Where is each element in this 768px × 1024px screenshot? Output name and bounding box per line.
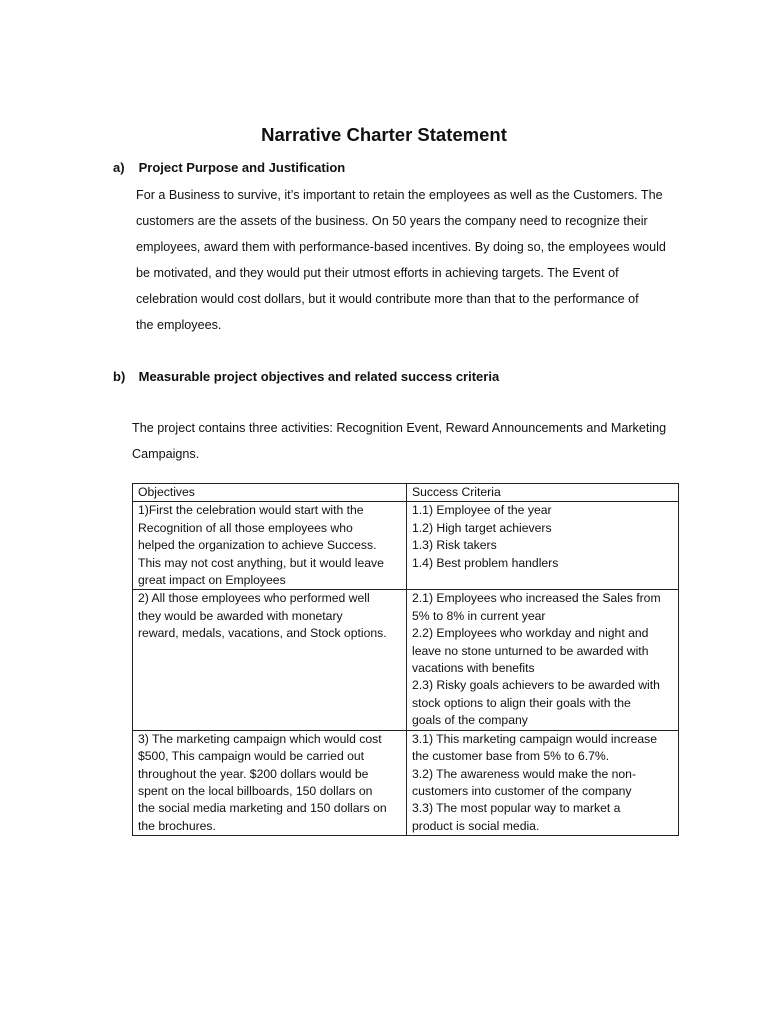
cell-line: 3.3) The most popular way to market a <box>412 801 621 816</box>
cell-line: spent on the local billboards, 150 dollars on <box>138 783 373 798</box>
cell-line: 2.2) Employees who workday and night and <box>412 626 649 641</box>
cell-line: 2.3) Risky goals achievers to be awarded with <box>412 678 660 693</box>
table-row <box>133 730 679 835</box>
cell-line: 3.1) This marketing campaign would increase <box>412 731 657 746</box>
intro-line: Campaigns. <box>132 447 200 461</box>
cell-line: 3.2) The awareness would make the non- <box>412 766 637 781</box>
section-a-heading <box>113 160 345 175</box>
paragraph-line: For a Business to survive, it’s important to retain the employees as well as the Customers. The <box>136 188 663 202</box>
cell-line: the social media marketing and 150 dollars on <box>138 801 387 816</box>
paragraph-line: celebration would cost dollars, but it would contribute more than that to the performance of <box>136 292 639 306</box>
cell-line: they would be awarded with monetary <box>138 608 343 623</box>
criteria-cell <box>407 502 679 590</box>
paragraph-line: employees, award them with performance-based incentives. By doing so, the employees would <box>136 240 666 254</box>
cell-line: 1.3) Risk takers <box>412 538 497 553</box>
section-a-paragraph <box>136 182 676 338</box>
cell-line: 1.4) Best problem handlers <box>412 555 559 570</box>
cell-line: 3) The marketing campaign which would cost <box>138 731 382 746</box>
criteria-cell <box>407 730 679 835</box>
section-b-intro <box>132 415 682 467</box>
cell-line: customers into customer of the company <box>412 783 632 798</box>
objective-cell <box>133 590 407 730</box>
header-objectives: Objectives <box>133 484 407 502</box>
section-b-title: Measurable project objectives and related success criteria <box>138 369 500 384</box>
section-a-letter: a) <box>113 160 125 175</box>
header-success-criteria: Success Criteria <box>407 484 679 502</box>
cell-line: This may not cost anything, but it would leave <box>138 555 384 570</box>
paragraph-line: customers are the assets of the business. On 50 years the company need to recognize their <box>136 214 648 228</box>
page-title: Narrative Charter Statement <box>261 124 507 145</box>
cell-line: the brochures. <box>138 818 216 833</box>
cell-line: stock options to align their goals with the <box>412 695 631 710</box>
cell-line: 5% to 8% in current year <box>412 608 546 623</box>
cell-line: 1)First the celebration would start with the <box>138 503 364 518</box>
criteria-cell <box>407 590 679 730</box>
objectives-table <box>132 483 679 836</box>
cell-line: 2) All those employees who performed well <box>138 591 370 606</box>
objective-cell <box>133 502 407 590</box>
section-a-title: Project Purpose and Justification <box>138 160 346 175</box>
cell-line: great impact on Employees <box>138 573 286 588</box>
cell-line: reward, medals, vacations, and Stock options. <box>138 626 387 641</box>
paragraph-line: the employees. <box>136 318 222 332</box>
table-row <box>133 502 679 590</box>
cell-line: throughout the year. $200 dollars would be <box>138 766 369 781</box>
cell-line: 1.1) Employee of the year <box>412 503 552 518</box>
cell-line: the customer base from 5% to 6.7%. <box>412 749 610 764</box>
paragraph-line: be motivated, and they would put their utmost efforts in achieving targets. The Event of <box>136 266 619 280</box>
cell-line: Recognition of all those employees who <box>138 520 353 535</box>
section-b-letter: b) <box>113 369 126 384</box>
cell-line: 1.2) High target achievers <box>412 520 552 535</box>
table-row <box>133 590 679 730</box>
intro-line: The project contains three activities: Recognition Event, Reward Announcements and Marketing <box>132 421 667 435</box>
table-header-row <box>133 484 679 502</box>
cell-line: helped the organization to achieve Success. <box>138 538 377 553</box>
cell-line: goals of the company <box>412 713 528 728</box>
cell-line: leave no stone unturned to be awarded with <box>412 643 649 658</box>
cell-line: vacations with benefits <box>412 661 535 676</box>
cell-line: 2.1) Employees who increased the Sales from <box>412 591 661 606</box>
objective-cell <box>133 730 407 835</box>
cell-line: product is social media. <box>412 818 540 833</box>
section-b-heading <box>113 369 499 384</box>
cell-line: $500, This campaign would be carried out <box>138 749 365 764</box>
